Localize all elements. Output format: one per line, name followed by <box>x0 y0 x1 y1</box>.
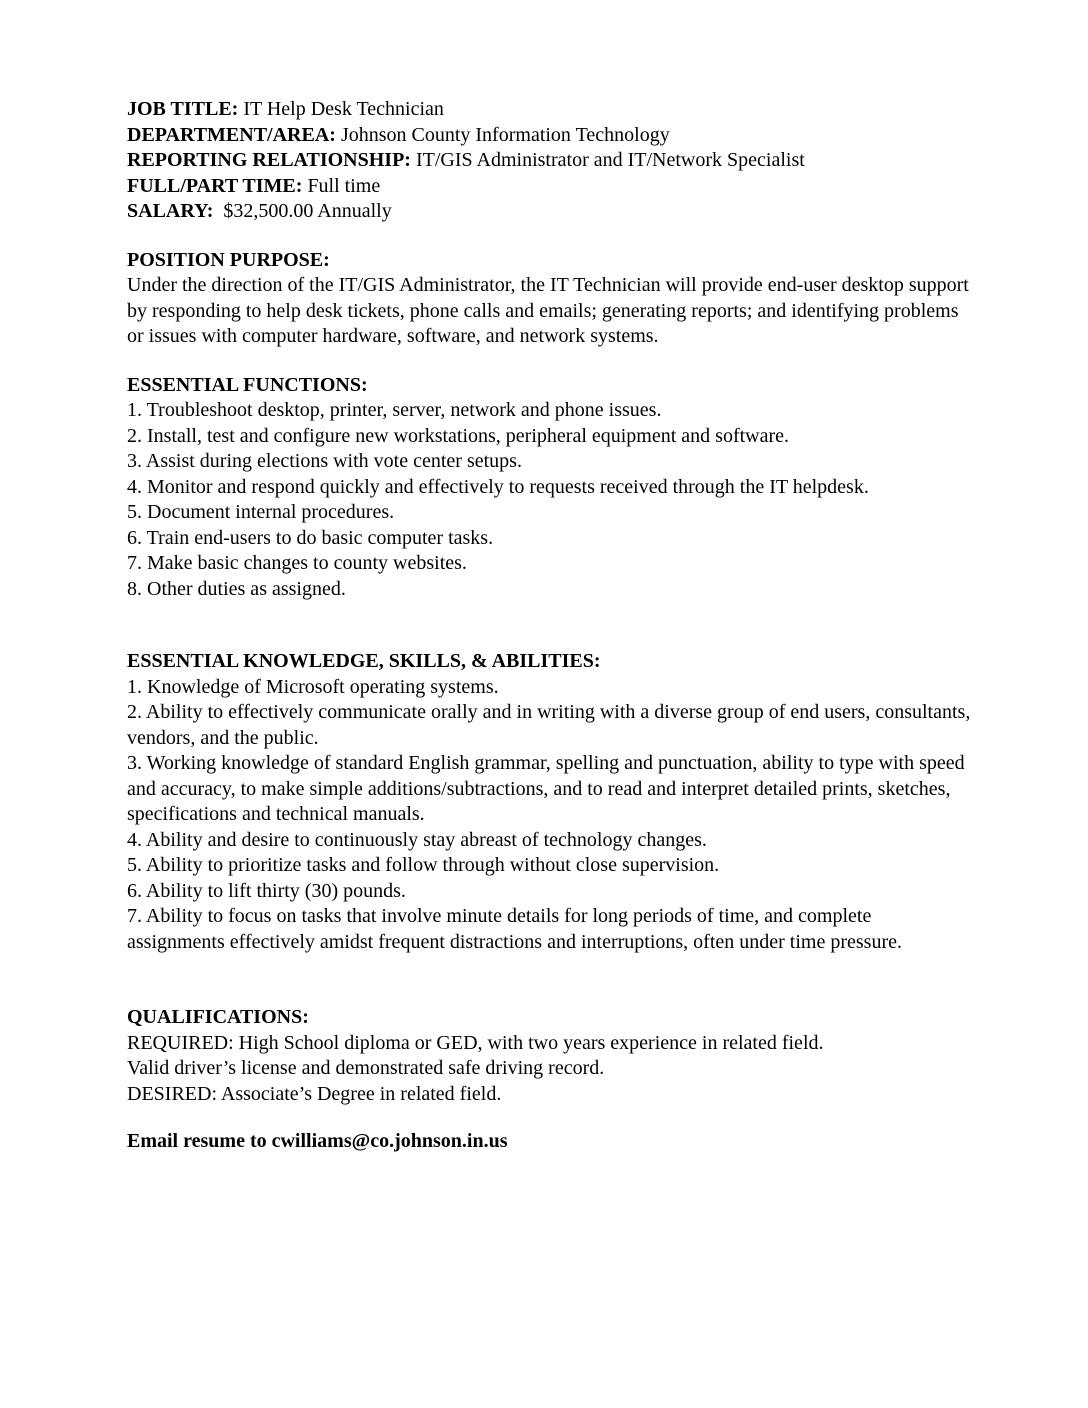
section-qualifications <box>127 1005 972 1107</box>
field-value: $32,500.00 Annually <box>213 200 392 222</box>
section-position-purpose <box>127 248 972 350</box>
section-heading: POSITION PURPOSE: <box>127 248 330 271</box>
field-value: IT/GIS Administrator and IT/Network Specialist <box>410 149 805 171</box>
header-field-job-title <box>127 97 972 123</box>
field-label: REPORTING RELATIONSHIP: <box>127 149 411 171</box>
field-label: DEPARTMENT/AREA: <box>127 123 336 146</box>
list-item: 4. Ability and desire to continuously stay abreast of technology changes. <box>127 828 707 851</box>
list-item: 3. Working knowledge of standard English grammar, spelling and punctuation, ability to type with speed and accuracy, to make simple additions/subtractions, and to read and interpret detailed prints, sketches, specifications and technical manuals. <box>127 752 970 825</box>
field-label: SALARY: <box>127 200 214 222</box>
email-resume-line: Email resume to cwilliams@co.johnson.in.us <box>127 1130 508 1152</box>
section-knowledge-skills-abilities <box>127 649 976 955</box>
header-field-department <box>127 123 972 149</box>
list-item: 8. Other duties as assigned. <box>127 577 346 600</box>
list-item: 4. Monitor and respond quickly and effectively to requests received through the IT helpdesk. <box>127 475 869 498</box>
field-label: JOB TITLE: <box>127 98 239 120</box>
section-heading: ESSENTIAL FUNCTIONS: <box>127 373 368 396</box>
list-item: 7. Make basic changes to county websites. <box>127 552 467 574</box>
list-item: 5. Document internal procedures. <box>127 501 395 523</box>
header-field-salary <box>127 199 972 225</box>
list-item: 7. Ability to focus on tasks that involve minute details for long periods of time, and complete assignments effectively amidst frequent distractions and interruptions, often under time pressure. <box>127 905 902 953</box>
qualification-license: Valid driver’s license and demonstrated safe driving record. <box>127 1057 605 1079</box>
list-item: 3. Assist during elections with vote center setups. <box>127 450 522 472</box>
list-item: 1. Troubleshoot desktop, printer, server, network and phone issues. <box>127 399 662 421</box>
list-item: 6. Ability to lift thirty (30) pounds. <box>127 879 406 902</box>
field-value: Johnson County Information Technology <box>335 123 670 146</box>
qualification-desired: DESIRED: Associate’s Degree in related field. <box>127 1082 502 1105</box>
section-heading: QUALIFICATIONS: <box>127 1006 309 1028</box>
header-field-reporting <box>127 148 972 174</box>
paragraph: Under the direction of the IT/GIS Administrator, the IT Technician will provide end-user desktop support by responding to help desk tickets, phone calls and emails; generating reports; and identifying problems or issues with computer hardware, software, and network systems. <box>127 274 974 347</box>
list-item: 2. Ability to effectively communicate orally and in writing with a diverse group of end users, consultants, vendors, and the public. <box>127 701 976 749</box>
list-item: 2. Install, test and configure new workstations, peripheral equipment and software. <box>127 424 790 447</box>
field-label: FULL/PART TIME: <box>127 174 303 197</box>
field-value: IT Help Desk Technician <box>238 98 444 120</box>
field-value: Full time <box>302 174 381 197</box>
job-header-block <box>127 97 972 225</box>
section-heading: ESSENTIAL KNOWLEDGE, SKILLS, & ABILITIES: <box>127 650 601 672</box>
section-essential-functions <box>127 373 972 603</box>
qualification-required: REQUIRED: High School diploma or GED, with two years experience in related field. <box>127 1031 824 1054</box>
list-item: 5. Ability to prioritize tasks and follow through without close supervision. <box>127 854 720 876</box>
list-item: 6. Train end-users to do basic computer tasks. <box>127 526 494 549</box>
list-item: 1. Knowledge of Microsoft operating systems. <box>127 675 499 698</box>
document-content <box>127 97 976 1155</box>
header-field-fullpart <box>127 174 972 200</box>
